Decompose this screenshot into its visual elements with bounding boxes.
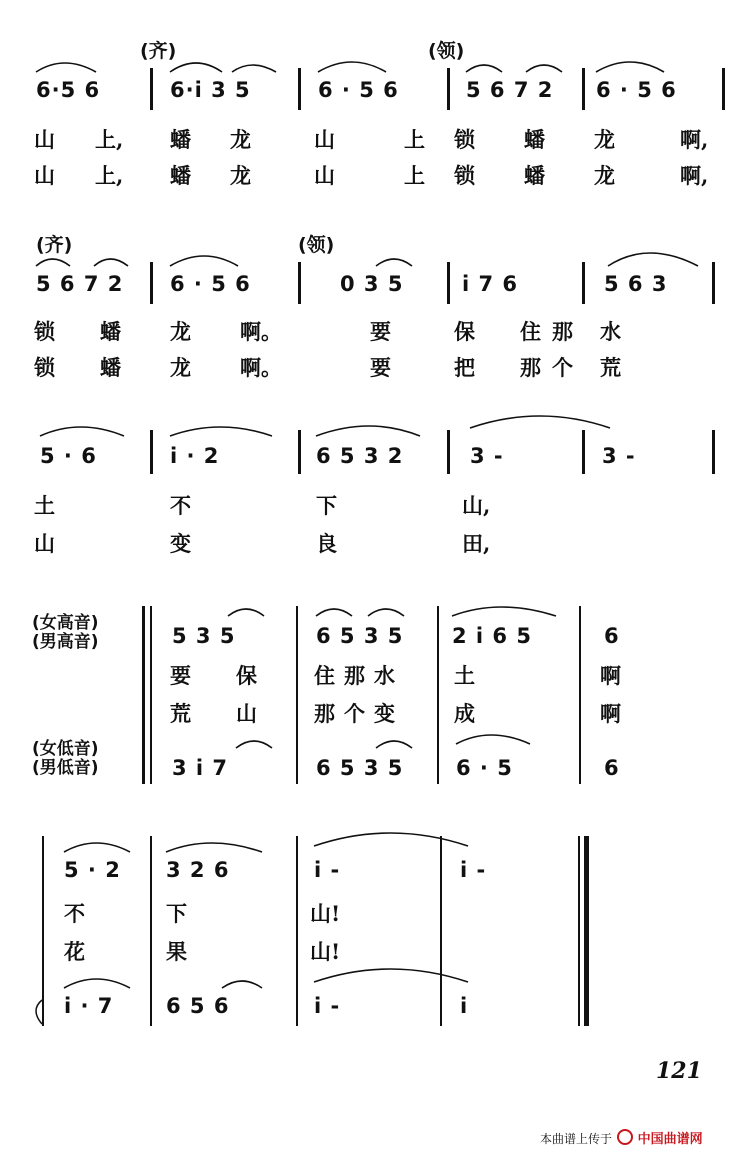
lyric-char: 荒 bbox=[170, 701, 191, 726]
lyric-char: 变 bbox=[170, 531, 191, 556]
measure-notes: 3 - bbox=[470, 444, 504, 468]
slur bbox=[166, 843, 262, 852]
lyric-char: 个 bbox=[552, 355, 573, 380]
slur bbox=[236, 741, 272, 748]
slur bbox=[368, 609, 404, 616]
slur bbox=[94, 259, 128, 266]
lyric-char: 上, bbox=[95, 127, 124, 152]
lyric-char: 蟠 bbox=[100, 319, 121, 344]
lyric-char: 啊。 bbox=[240, 355, 282, 380]
lyric-char: 土 bbox=[454, 663, 475, 688]
lyric-char: 山 bbox=[34, 531, 55, 556]
measure-notes: 6 bbox=[604, 624, 620, 648]
lyric-char: 啊 bbox=[600, 663, 621, 688]
slur bbox=[452, 607, 556, 616]
unison-mark: (齐) bbox=[140, 40, 177, 62]
lyric-char: 不 bbox=[170, 493, 191, 518]
lyric-char: 啊, bbox=[680, 163, 709, 188]
lyric-char: 成 bbox=[454, 701, 475, 726]
measure-notes: i · 7 bbox=[64, 994, 114, 1018]
lyric-char: 锁 bbox=[454, 163, 475, 188]
slur bbox=[40, 427, 124, 436]
measure-notes: 5 · 2 bbox=[64, 858, 121, 882]
measure-notes: 6 · 5 6 bbox=[318, 78, 399, 102]
lyric-char: 田, bbox=[462, 531, 491, 556]
lyric-char: 蟠 bbox=[524, 127, 545, 152]
lyric-char: 那 bbox=[520, 355, 541, 380]
part-label: (女低音) bbox=[32, 739, 99, 759]
slur bbox=[170, 63, 222, 72]
measure-notes: 5 3 5 bbox=[172, 624, 236, 648]
part-label: (女高音) bbox=[32, 613, 99, 633]
lyric-char: 山! bbox=[310, 901, 341, 926]
lead-mark: (领) bbox=[428, 40, 465, 62]
measure-notes: 6 5 3 5 bbox=[316, 756, 404, 780]
measure-notes: 6·5 6 bbox=[36, 78, 101, 102]
slur bbox=[376, 741, 412, 748]
lyric-char: 山 bbox=[34, 163, 55, 188]
lyric-char: 龙 bbox=[230, 163, 251, 188]
lyric-char: 花 bbox=[64, 939, 85, 964]
measure-notes: 6 5 3 2 bbox=[316, 444, 404, 468]
site-logo[interactable] bbox=[617, 1132, 703, 1147]
lyric-char: 上, bbox=[95, 163, 124, 188]
lyric-char: 啊 bbox=[600, 701, 621, 726]
lyric-char: 龙 bbox=[170, 319, 191, 344]
measure-notes: 5 6 7 2 bbox=[36, 272, 124, 296]
lyric-char: 果 bbox=[166, 939, 187, 964]
lyric-char: 蟠 bbox=[100, 355, 121, 380]
unison-mark: (齐) bbox=[36, 234, 73, 256]
measure-notes: 6 bbox=[604, 756, 620, 780]
lyric-char: 蟠 bbox=[170, 163, 191, 188]
lyric-char: 水 bbox=[600, 319, 621, 344]
tie bbox=[314, 969, 468, 982]
measure-notes: i - bbox=[314, 994, 341, 1018]
slur bbox=[316, 426, 420, 436]
measure-notes: 5 6 3 bbox=[604, 272, 668, 296]
lyric-char: 住 bbox=[314, 663, 335, 688]
slur bbox=[596, 62, 664, 72]
measure-notes: 5 · 6 bbox=[40, 444, 97, 468]
lyric-char: 蟠 bbox=[170, 127, 191, 152]
slur bbox=[318, 62, 386, 72]
measure-notes: 6 5 3 5 bbox=[316, 624, 404, 648]
slur bbox=[228, 609, 264, 616]
lyric-char: 下 bbox=[166, 901, 187, 926]
slur bbox=[64, 979, 130, 988]
footer-text: 本曲谱上传于 bbox=[540, 1132, 613, 1146]
lyric-char: 要 bbox=[170, 663, 191, 688]
slur bbox=[466, 65, 502, 72]
lead-mark: (领) bbox=[298, 234, 335, 256]
lyric-char: 不 bbox=[64, 901, 85, 926]
lyric-char: 个 bbox=[344, 701, 365, 726]
lyric-char: 变 bbox=[374, 701, 395, 726]
slur bbox=[36, 259, 70, 266]
slur bbox=[376, 259, 412, 266]
lyric-char: 要 bbox=[370, 355, 391, 380]
lyric-char: 山, bbox=[462, 493, 491, 518]
lyric-char: 保 bbox=[454, 319, 475, 344]
lyric-char: 龙 bbox=[230, 127, 251, 152]
lyric-char: 荒 bbox=[600, 355, 621, 380]
lyric-char: 把 bbox=[454, 355, 475, 380]
measure-notes: 0 3 5 bbox=[340, 272, 404, 296]
measure-notes: 6·i 3 5 bbox=[170, 78, 251, 102]
slur bbox=[36, 63, 96, 72]
lyric-char: 啊, bbox=[680, 127, 709, 152]
lyric-char: 那 bbox=[344, 663, 365, 688]
measure-notes: 3 2 6 bbox=[166, 858, 230, 882]
lyric-char: 上 bbox=[404, 163, 425, 188]
slur bbox=[170, 256, 238, 266]
lyric-char: 锁 bbox=[454, 127, 475, 152]
lyric-char: 山 bbox=[314, 163, 335, 188]
slur bbox=[232, 65, 276, 72]
brace-lower bbox=[36, 1000, 42, 1024]
measure-notes: 6 5 6 bbox=[166, 994, 230, 1018]
measure-notes: 2 i 6 5 bbox=[452, 624, 532, 648]
page-number: 121 bbox=[656, 1058, 702, 1084]
measure-notes: 6 · 5 6 bbox=[170, 272, 251, 296]
lyric-char: 蟠 bbox=[524, 163, 545, 188]
lyric-char: 山! bbox=[310, 939, 341, 964]
slur bbox=[456, 735, 530, 744]
measure-notes: 6 · 5 6 bbox=[596, 78, 677, 102]
slur bbox=[170, 427, 272, 436]
footer bbox=[540, 1128, 703, 1147]
tie bbox=[314, 833, 468, 846]
lyric-char: 要 bbox=[370, 319, 391, 344]
logo-icon bbox=[617, 1129, 633, 1145]
measure-notes: i bbox=[460, 994, 469, 1018]
lyric-char: 良 bbox=[316, 531, 337, 556]
part-label: (男高音) bbox=[32, 632, 99, 652]
lyric-char: 龙 bbox=[170, 355, 191, 380]
slur bbox=[64, 843, 130, 852]
measure-notes: i 7 6 bbox=[462, 272, 519, 296]
lyric-char: 山 bbox=[34, 127, 55, 152]
lyric-char: 龙 bbox=[594, 163, 615, 188]
lyric-char: 山 bbox=[314, 127, 335, 152]
slur bbox=[316, 609, 352, 616]
lyric-char: 锁 bbox=[34, 319, 55, 344]
part-label: (男低音) bbox=[32, 758, 99, 778]
lyric-char: 那 bbox=[552, 319, 573, 344]
lyric-char: 住 bbox=[520, 319, 541, 344]
lyric-char: 那 bbox=[314, 701, 335, 726]
measure-notes: 6 · 5 bbox=[456, 756, 513, 780]
measure-notes: i · 2 bbox=[170, 444, 220, 468]
lyric-char: 下 bbox=[316, 493, 337, 518]
measure-notes: i - bbox=[314, 858, 341, 882]
lyric-char: 山 bbox=[236, 701, 257, 726]
lyric-char: 水 bbox=[374, 663, 395, 688]
lyric-char: 上 bbox=[404, 127, 425, 152]
logo-text: 中国曲谱网 bbox=[637, 1132, 703, 1147]
slur bbox=[222, 981, 262, 988]
measure-notes: 3 - bbox=[602, 444, 636, 468]
measure-notes: 3 i 7 bbox=[172, 756, 229, 780]
lyric-char: 锁 bbox=[34, 355, 55, 380]
lyric-char: 土 bbox=[34, 493, 55, 518]
slur bbox=[526, 65, 562, 72]
tie bbox=[470, 416, 610, 428]
measure-notes: i - bbox=[460, 858, 487, 882]
measure-notes: 5 6 7 2 bbox=[466, 78, 554, 102]
lyric-char: 保 bbox=[236, 663, 257, 688]
lyric-char: 龙 bbox=[594, 127, 615, 152]
lyric-char: 啊。 bbox=[240, 319, 282, 344]
slur bbox=[608, 253, 698, 266]
